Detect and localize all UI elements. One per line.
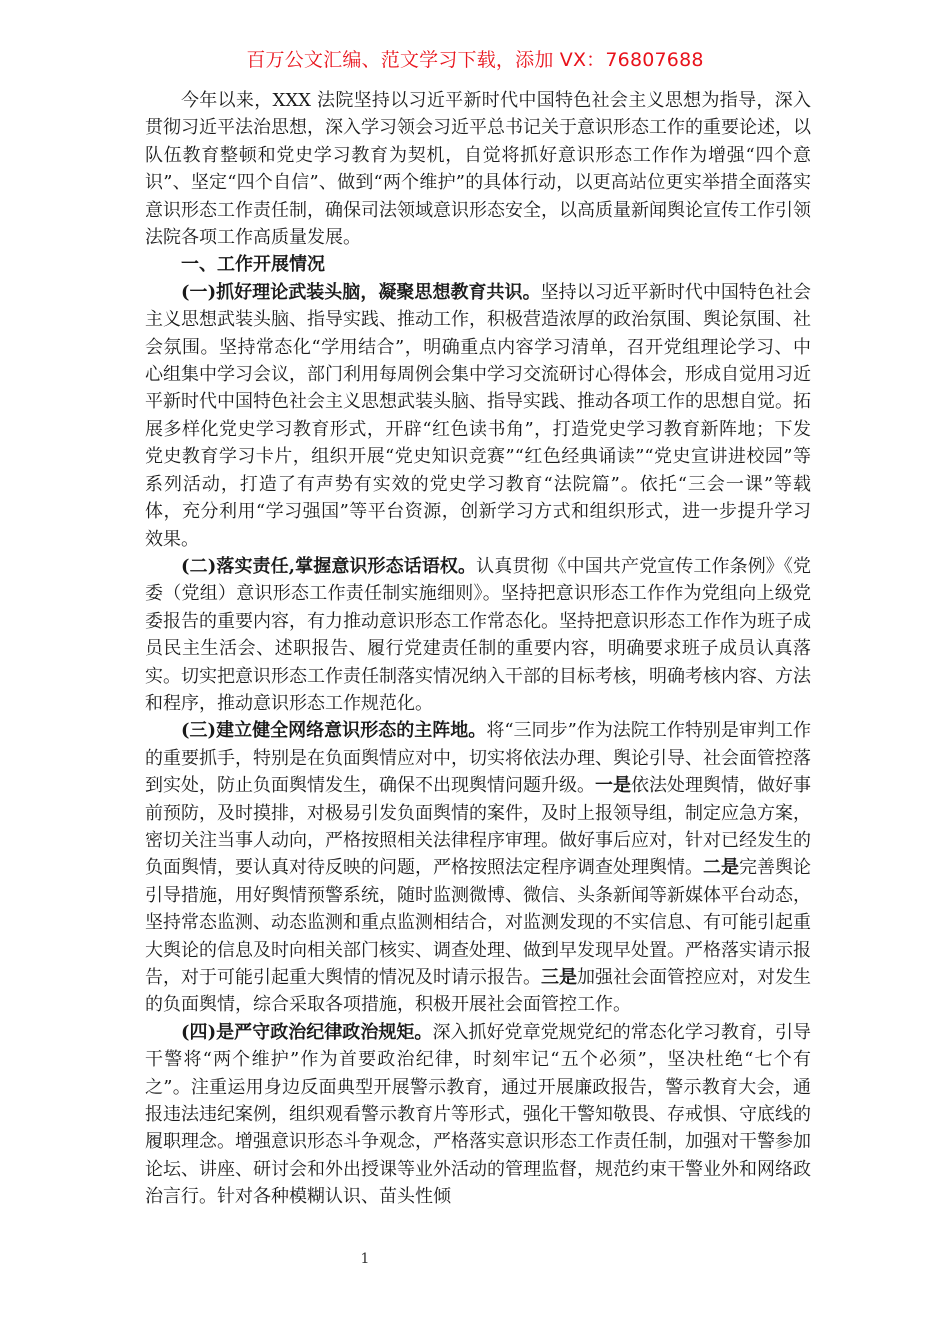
watermark-header: 百万公文汇编、范文学习下载，添加 VX：76807688 [246, 49, 704, 71]
item-4-title: (四)是严守政治纪律政治规矩。 [181, 1021, 433, 1043]
item-3-mark-2: 二是 [703, 857, 739, 879]
item-3-text-d: 加强社会面管控应对，对发生的负面舆情，综合采取各项措施，积极开展社会面管控工作。 [145, 967, 811, 1016]
item-4-text: 深入抓好党章党规党纪的常态化学习教育，引导干警将“两个维护”作为首要政治纪律，时刻牢记“五个必须”，坚决杜绝“七个有之”。注重运用身边反面典型开展警示教育，通过开展廉政报告，警示教育大会，通报违法违纪案例，组织观看警示教育片等形式，强化干警知敬畏、存戒惧、守底线的履职理念。增强意识形态斗争观念，严格落实意识形态工作责任制，加强对干警参加论坛、讲座、研讨会和外出授课等业外活动的管理监督，规范约束干警业外和网络政治言行。针对各种模糊认识、苗头性倾 [145, 1021, 811, 1208]
item-2-paragraph [145, 553, 811, 717]
item-2-text: 认真贯彻《中国共产党宣传工作条例》《党委（党组）意识形态工作责任制实施细则》。坚持把意识形态工作作为党组向上级党委报告的重要内容，有力推动意识形态工作常态化。坚持把意识形态工作作为班子成员民主生活会、述职报告、履行党建责任制的重要内容，明确要求班子成员认真落实。切实把意识形态工作责任制落实情况纳入干部的目标考核，明确考核内容、方法和程序，推动意识形态工作规范化。 [145, 555, 811, 714]
item-3-paragraph [145, 717, 811, 1018]
item-1-title: (一)抓好理论武装头脑，凝聚思想教育共识。 [181, 281, 541, 303]
item-2-title: (二)落实责任,掌握意识形态话语权。 [181, 555, 477, 577]
item-1-paragraph [145, 279, 811, 553]
item-3-mark-1: 一是 [595, 775, 631, 797]
page-number: 1 [360, 1251, 370, 1267]
item-3-text-c: 完善舆论引导措施，用好舆情预警系统，随时监测微博、微信、头条新闻等新媒体平台动态，坚持常态监测、动态监测和重点监测相结合，对监测发现的不实信息、有可能引起重大舆论的信息及时向相关部门核实、调查处理、做到早发现早处置。严格落实请示报告，对于可能引起重大舆情的情况及时请示报告。 [145, 857, 811, 988]
item-4-paragraph [145, 1019, 811, 1211]
document-body [145, 87, 811, 1211]
section-heading: 一、工作开展情况 [181, 254, 325, 276]
item-3-text-b: 依法处理舆情，做好事前预防，及时摸排，对极易引发负面舆情的案件，及时上报领导组，制定应急方案，密切关注当事人动向，严格按照相关法律程序审理。做好事后应对，针对已经发生的负面舆情，要认真对待反映的问题，严格按照法定程序调查处理舆情。 [145, 775, 811, 879]
item-3-mark-3: 三是 [541, 967, 577, 988]
item-3-text-a: 将“三同步”作为法院工作特别是审判工作的重要抓手，特别是在负面舆情应对中，切实将依法办理、舆论引导、社会面管控落到实处，防止负面舆情发生，确保不出现舆情问题升级。 [145, 720, 811, 797]
item-1-text: 坚持以习近平新时代中国特色社会主义思想武装头脑、指导实践、推动工作，积极营造浓厚的政治氛围、舆论氛围、社会氛围。坚持常态化“学用结合”，明确重点内容学习清单，召开党组理论学习、中心组集中学习会议，部门利用每周例会集中学习交流研讨心得体会，形成自觉用习近平新时代中国特色社会主义思想武装头脑、指导实践、推动各项工作的思想自觉。拓展多样化党史学习教育形式，开辟“红色读书角”，打造党史学习教育新阵地；下发党史教育学习卡片，组织开展“党史知识竞赛”“红色经典诵读”“党史宣讲进校园”等系列活动，打造了有声势有实效的党史学习教育“法院篇”。依托“三会一课”等载体，充分利用“学习强国”等平台资源，创新学习方式和组织形式，进一步提升学习效果。 [145, 281, 812, 550]
item-3-title: (三)建立健全网络意识形态的主阵地。 [181, 720, 487, 742]
intro-paragraph: 今年以来，XXX 法院坚持以习近平新时代中国特色社会主义思想为指导，深入贯彻习近平法治思想，深入学习领会习近平总书记关于意识形态工作的重要论述，以队伍教育整顿和党史学习教育为契机，自觉将抓好意识形态工作作为增强“四个意识”、坚定“四个自信”、做到“两个维护”的具体行动，以更高站位更实举措全面落实意识形态工作责任制，确保司法领域意识形态安全，以高质量新闻舆论宣传工作引领法院各项工作高质量发展。 [145, 90, 811, 249]
